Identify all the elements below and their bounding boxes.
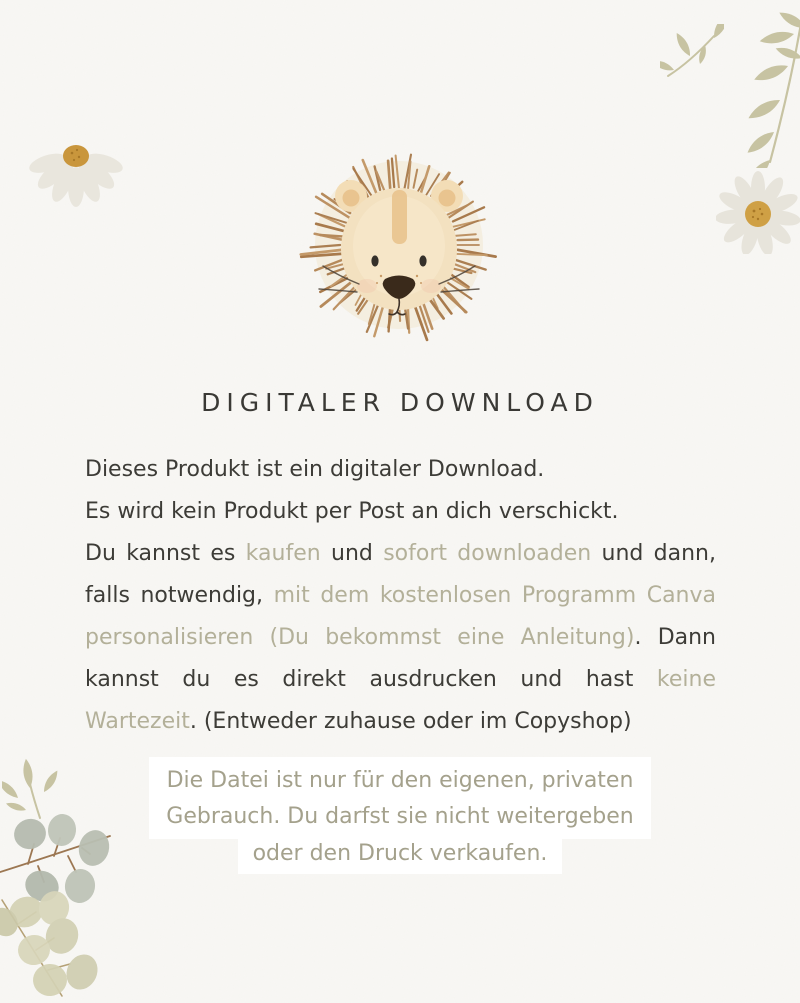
- notice-box-main: [149, 757, 650, 839]
- body-text: . (Entweder zuhause oder im Copyshop): [189, 709, 632, 734]
- body-line: [85, 659, 716, 701]
- body-line: [85, 701, 716, 743]
- body-line: [85, 533, 716, 575]
- body-text: falls notwendig,: [85, 583, 274, 608]
- highlighted-text: sofort downloaden: [383, 541, 592, 566]
- daisy-icon: [716, 170, 800, 254]
- highlighted-text: personalisieren (Du bekommst eine Anleitung): [85, 625, 635, 650]
- highlighted-text: mit dem kostenlosen Programm Canva: [273, 583, 716, 608]
- body-line: Dieses Produkt ist ein digitaler Download.: [85, 457, 545, 482]
- body-text: und: [320, 541, 384, 566]
- body-paragraph: [85, 449, 716, 743]
- page-title: DIGITALER DOWNLOAD: [201, 388, 599, 417]
- body-text: kannst du es direkt ausdrucken und hast: [85, 667, 657, 692]
- notice-line: Die Datei ist nur für den eigenen, privaten: [166, 768, 634, 793]
- body-line: [85, 575, 716, 617]
- usage-notice: [0, 757, 800, 874]
- notice-line: Gebrauch. Du darfst sie nicht weitergeben: [166, 804, 634, 829]
- highlighted-text: keine: [656, 667, 716, 692]
- highlighted-text: Wartezeit: [85, 709, 190, 734]
- leaf-sprig-icon: [660, 24, 724, 82]
- daisy-side-icon: [26, 138, 126, 210]
- body-text: Du kannst es: [85, 541, 246, 566]
- notice-box-sub: [238, 839, 563, 874]
- body-line: Es wird kein Produkt per Post an dich verschickt.: [85, 499, 619, 524]
- highlighted-text: kaufen: [245, 541, 321, 566]
- lion-illustration: [297, 142, 503, 350]
- body-text: . Dann: [634, 625, 716, 650]
- body-line: [85, 617, 716, 659]
- notice-line: oder den Druck verkaufen.: [252, 841, 548, 866]
- forehead-stripe: [392, 190, 407, 244]
- body-text: und dann,: [591, 541, 716, 566]
- leaf-branch-icon: [728, 0, 800, 168]
- eucalyptus-branch-icon: [0, 880, 108, 1003]
